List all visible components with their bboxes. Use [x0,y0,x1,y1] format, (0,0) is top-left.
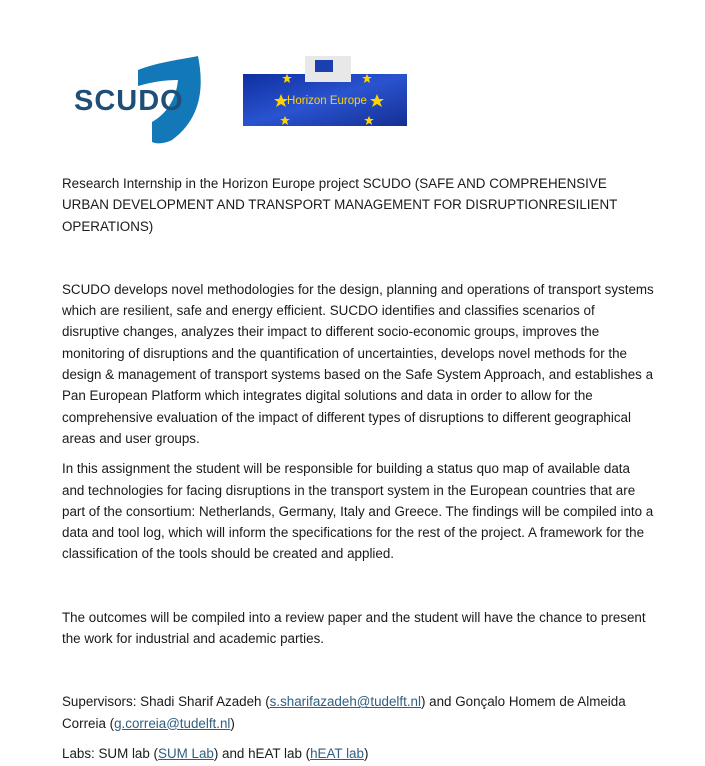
scudo-wordmark: SCUDO [74,85,184,117]
email-link-correia[interactable]: g.correia@tudelft.nl [114,715,231,731]
labs-line [62,743,654,764]
outcome-paragraph: The outcomes will be compiled into a review paper and the student will have the chance to present the work for industrial and academic parties. [62,609,646,647]
labs-prefix: Labs: SUM lab ( [62,745,159,761]
heat-lab-link[interactable]: hEAT lab [310,745,364,761]
document-title: Research Internship in the Horizon Europe project SCUDO (SAFE AND COMPREHENSIVE URBAN DEVELOPMENT AND TRANSPORT MANAGEMENT FOR DISRUPTIONRESILIENT OPERATIONS) [62,176,618,234]
labs-middle: ) and hEAT lab ( [213,745,311,761]
supervisors-line [62,691,654,734]
horizon-europe-label: Horizon Europe [287,95,367,107]
scudo-logo [72,56,206,144]
email-link-sharifazadeh[interactable]: s.sharifazadeh@tudelft.nl [269,694,421,710]
supervisors-prefix: Supervisors: Shadi Sharif Azadeh ( [62,694,270,710]
horizon-europe-banner [243,54,407,126]
logo-row [0,0,705,150]
supervisors-middle: ) and Gonçalo Homem de Almeida Correia ( [62,694,626,731]
eu-flag-icon [315,60,333,72]
intro-paragraph: SCUDO develops novel methodologies for the design, planning and operations of transport systems which are resilient, safe and energy efficient. SUCDO identifies and classifies scenarios of disruptive changes, analyzes their impact to different socio-economic groups, improves the monitoring of disruptions and the quantification of uncertainties, develops novel methods for the design & management of transport systems based on the Safe System Approach, and establishes a Pan European Platform which integrates digital solutions and data in order to allow for the comprehensive evaluation of the impact of different types of disruptions to different geographical areas and user groups. [62,281,654,446]
task-paragraph: In this assignment the student will be responsible for building a status quo map of available data and technologies for facing disruptions in the transport system in the European countries that are part of the consortium: Netherlands, Germany, Italy and Greece. The findings will be compiled into a data and tool log, which will inform the specifications for the rest of the project. A framework for the classification of the tools should be created and applied. [62,461,654,562]
supervisors-suffix: ) [230,715,235,731]
sum-lab-link[interactable]: SUM Lab [158,745,214,761]
labs-suffix: ) [363,745,369,761]
document-body [62,173,654,764]
